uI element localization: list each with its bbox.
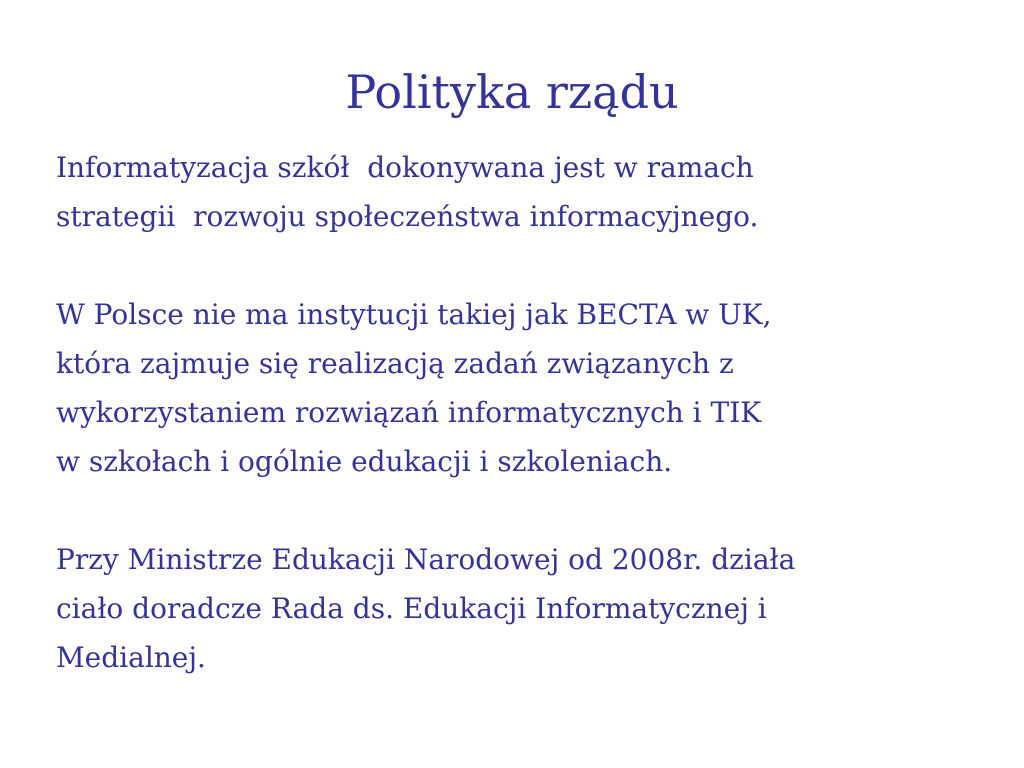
- text-line: ciało doradcze Rada ds. Edukacji Informatycznej i: [56, 592, 767, 625]
- paragraph-becta: [56, 290, 996, 486]
- text-line: W Polsce nie ma instytucji takiej jak BECTA w UK,: [56, 298, 772, 331]
- text-line: Informatyzacja szkół dokonywana jest w ramach: [56, 151, 754, 184]
- text-line: Przy Ministrze Edukacji Narodowej od 2008r. działa: [56, 543, 796, 576]
- paragraph-informatization: [56, 143, 996, 241]
- paragraph-ministry: [56, 535, 996, 682]
- paragraph-spacer: [56, 486, 996, 535]
- text-line: wykorzystaniem rozwiązań informatycznych i TIK: [56, 396, 762, 429]
- slide-body: [56, 143, 996, 682]
- text-line: Medialnej.: [56, 641, 206, 674]
- paragraph-spacer: [56, 241, 996, 290]
- text-line: która zajmuje się realizacją zadań związanych z: [56, 347, 734, 380]
- text-line: strategii rozwoju społeczeństwa informacyjnego.: [56, 200, 759, 233]
- text-line: w szkołach i ogólnie edukacji i szkoleniach.: [56, 445, 673, 478]
- slide-title: Polityka rządu: [345, 65, 679, 119]
